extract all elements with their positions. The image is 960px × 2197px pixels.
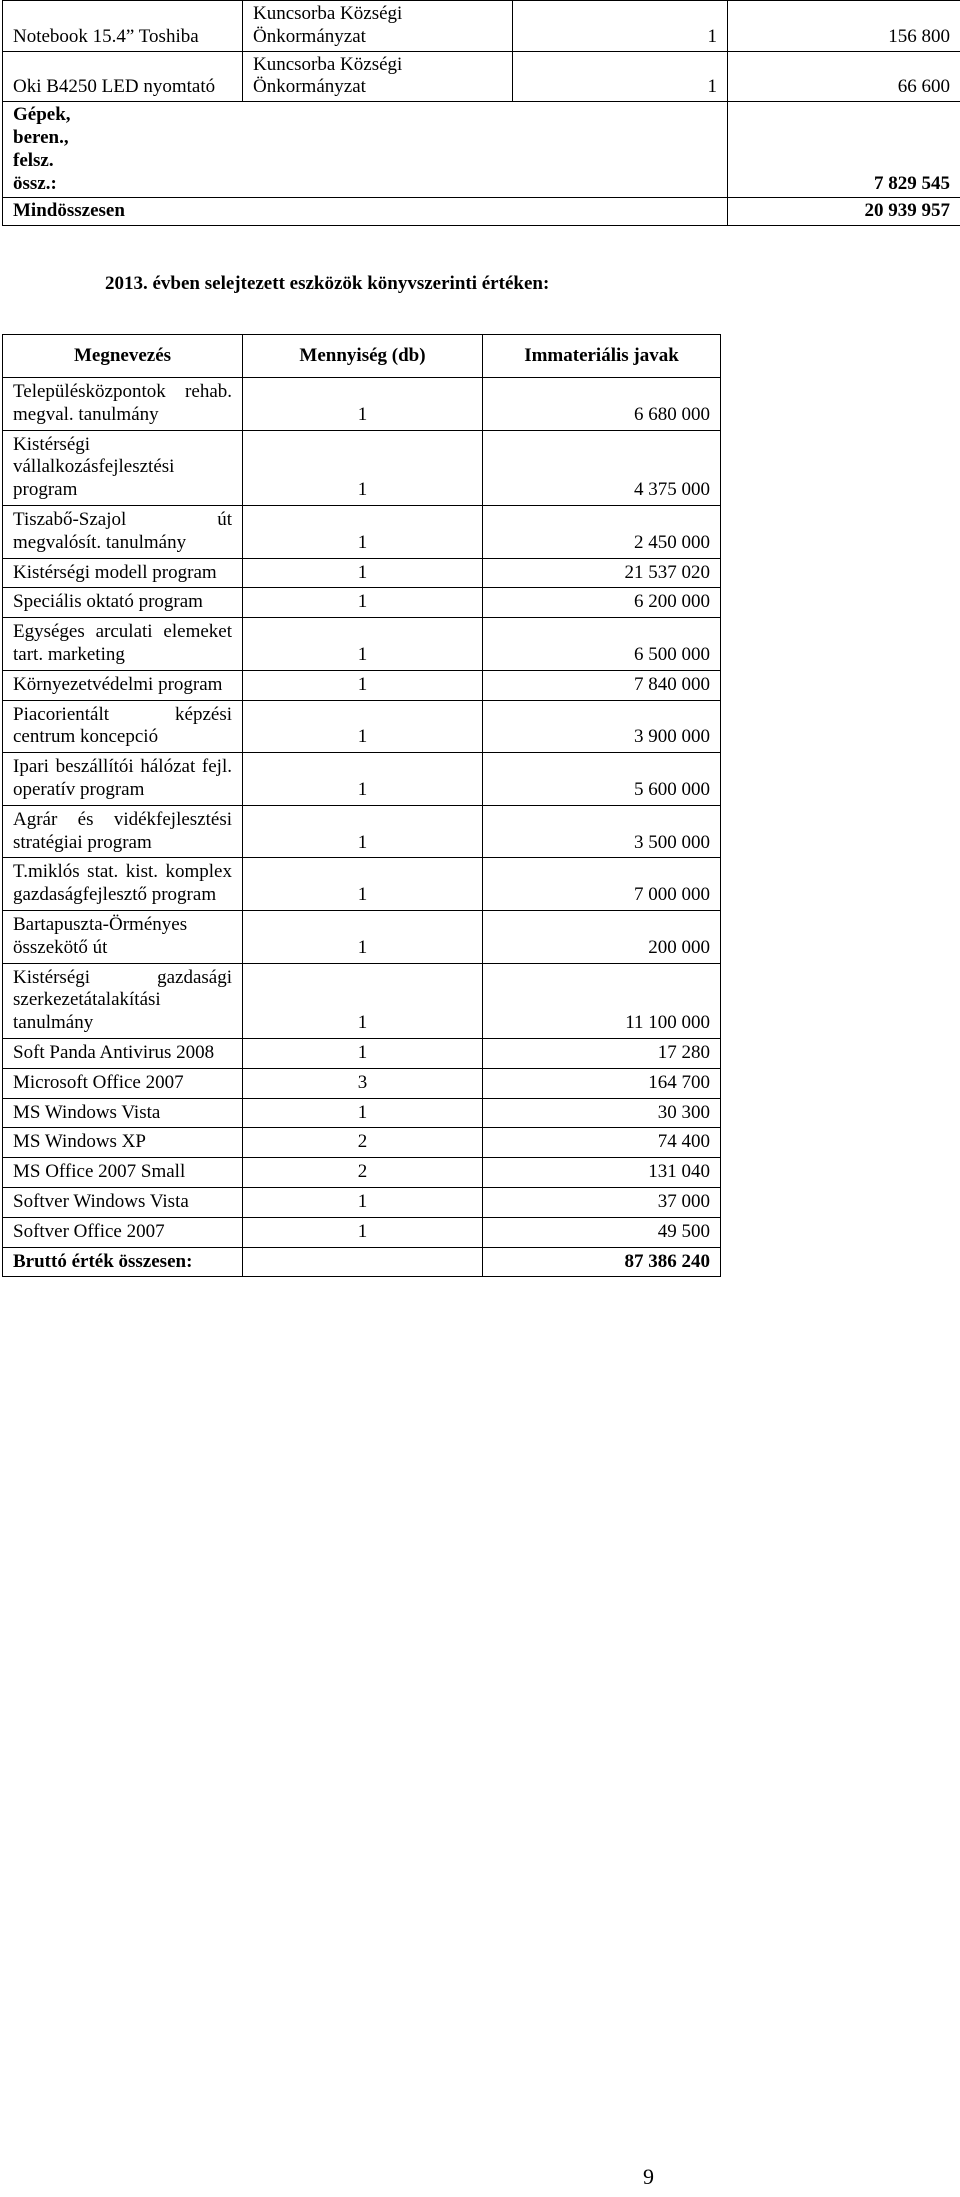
- asset-row: [3, 1098, 721, 1128]
- asset-value: 5 600 000: [483, 753, 721, 806]
- asset-name: Kistérségi modell program: [3, 558, 243, 588]
- asset-value: 17 280: [483, 1038, 721, 1068]
- asset-value: 3 500 000: [483, 805, 721, 858]
- asset-qty: 1: [243, 1217, 483, 1247]
- asset-name: Bartapuszta-Örményes összekötő út: [3, 910, 243, 963]
- asset-row: [3, 910, 721, 963]
- asset-name: Ipari beszállítói hálózat fejl. operatív program: [3, 753, 243, 806]
- total-value: 87 386 240: [483, 1247, 721, 1277]
- asset-qty: 1: [243, 858, 483, 911]
- asset-value: 4 375 000: [483, 430, 721, 505]
- asset-qty: 1: [243, 1038, 483, 1068]
- top-row-owner: Kuncsorba Községi Önkormányzat: [243, 1, 513, 52]
- asset-row: [3, 1187, 721, 1217]
- asset-name: Softver Office 2007: [3, 1217, 243, 1247]
- top-row-value: 7 829 545: [728, 102, 960, 198]
- asset-row: [3, 378, 721, 431]
- top-row-name: Oki B4250 LED nyomtató: [3, 51, 243, 102]
- top-table-row: [3, 102, 960, 198]
- asset-name: Kistérségi gazdasági szerkezetátalakítási tanulmány: [3, 963, 243, 1038]
- asset-row: [3, 1068, 721, 1098]
- asset-qty: 1: [243, 753, 483, 806]
- total-qty: [243, 1247, 483, 1277]
- top-table-row: [3, 1, 960, 52]
- asset-row: [3, 753, 721, 806]
- asset-value: 7 840 000: [483, 670, 721, 700]
- top-row-value: 66 600: [728, 51, 960, 102]
- top-table-body: [3, 1, 960, 226]
- asset-row: [3, 505, 721, 558]
- asset-name: MS Office 2007 Small: [3, 1158, 243, 1188]
- asset-name: Településközpontok rehab. megval. tanulmány: [3, 378, 243, 431]
- total-label: Bruttó érték összesen:: [3, 1247, 243, 1277]
- asset-name: Kistérségi vállalkozásfejlesztési program: [3, 430, 243, 505]
- asset-row: [3, 805, 721, 858]
- asset-qty: 1: [243, 1098, 483, 1128]
- asset-qty: 1: [243, 430, 483, 505]
- asset-qty: 1: [243, 618, 483, 671]
- asset-value: 6 680 000: [483, 378, 721, 431]
- asset-value: 2 450 000: [483, 505, 721, 558]
- asset-name: Agrár és vidékfejlesztési stratégiai program: [3, 805, 243, 858]
- asset-qty: 1: [243, 805, 483, 858]
- asset-row: [3, 1217, 721, 1247]
- asset-qty: 1: [243, 910, 483, 963]
- top-row-value: 20 939 957: [728, 198, 960, 226]
- asset-row: [3, 1038, 721, 1068]
- asset-row: [3, 588, 721, 618]
- asset-name: MS Windows Vista: [3, 1098, 243, 1128]
- asset-qty: 1: [243, 378, 483, 431]
- asset-value: 6 500 000: [483, 618, 721, 671]
- asset-value: 131 040: [483, 1158, 721, 1188]
- asset-value: 6 200 000: [483, 588, 721, 618]
- section-title: 2013. évben selejtezett eszközök könyvszerinti értéken:: [105, 273, 550, 294]
- asset-value: 11 100 000: [483, 963, 721, 1038]
- top-row-name: Gépek, beren., felsz. össz.:: [3, 102, 728, 198]
- asset-value: 7 000 000: [483, 858, 721, 911]
- top-table-row: [3, 198, 960, 226]
- asset-name: Microsoft Office 2007: [3, 1068, 243, 1098]
- assets-table-body: [3, 378, 721, 1248]
- asset-name: Tiszabő-Szajol út megvalósít. tanulmány: [3, 505, 243, 558]
- asset-value: 74 400: [483, 1128, 721, 1158]
- top-row-value: 156 800: [728, 1, 960, 52]
- asset-qty: 3: [243, 1068, 483, 1098]
- total-row: [3, 1247, 721, 1277]
- asset-name: Környezetvédelmi program: [3, 670, 243, 700]
- header-name: Megnevezés: [3, 335, 243, 378]
- top-table-row: [3, 51, 960, 102]
- asset-value: 30 300: [483, 1098, 721, 1128]
- asset-row: [3, 670, 721, 700]
- top-row-name: Mindösszesen: [3, 198, 728, 226]
- asset-row: [3, 858, 721, 911]
- asset-name: MS Windows XP: [3, 1128, 243, 1158]
- asset-row: [3, 1158, 721, 1188]
- top-row-owner: Kuncsorba Községi Önkormányzat: [243, 51, 513, 102]
- header-qty: Mennyiség (db): [243, 335, 483, 378]
- asset-name: Piacorientált képzési centrum koncepció: [3, 700, 243, 753]
- header-row: [3, 335, 721, 378]
- asset-qty: 2: [243, 1158, 483, 1188]
- top-row-qty: 1: [513, 1, 728, 52]
- asset-row: [3, 430, 721, 505]
- asset-qty: 1: [243, 1187, 483, 1217]
- asset-value: 49 500: [483, 1217, 721, 1247]
- asset-row: [3, 700, 721, 753]
- asset-row: [3, 963, 721, 1038]
- asset-row: [3, 1128, 721, 1158]
- asset-value: 21 537 020: [483, 558, 721, 588]
- asset-name: T.miklós stat. kist. komplex gazdaságfejlesztő program: [3, 858, 243, 911]
- asset-row: [3, 618, 721, 671]
- asset-value: 164 700: [483, 1068, 721, 1098]
- asset-qty: 1: [243, 963, 483, 1038]
- asset-qty: 1: [243, 670, 483, 700]
- asset-name: Egységes arculati elemeket tart. marketing: [3, 618, 243, 671]
- asset-qty: 1: [243, 558, 483, 588]
- scrapped-assets-table: [2, 334, 721, 1277]
- top-row-name: Notebook 15.4” Toshiba: [3, 1, 243, 52]
- top-row-qty: 1: [513, 51, 728, 102]
- asset-name: Soft Panda Antivirus 2008: [3, 1038, 243, 1068]
- asset-value: 37 000: [483, 1187, 721, 1217]
- asset-name: Speciális oktató program: [3, 588, 243, 618]
- header-value: Immateriális javak: [483, 335, 721, 378]
- asset-value: 200 000: [483, 910, 721, 963]
- asset-qty: 1: [243, 588, 483, 618]
- page-number: 9: [643, 2164, 654, 2189]
- asset-value: 3 900 000: [483, 700, 721, 753]
- asset-qty: 1: [243, 700, 483, 753]
- top-assets-table: [2, 0, 960, 226]
- asset-name: Softver Windows Vista: [3, 1187, 243, 1217]
- asset-qty: 2: [243, 1128, 483, 1158]
- asset-qty: 1: [243, 505, 483, 558]
- asset-row: [3, 558, 721, 588]
